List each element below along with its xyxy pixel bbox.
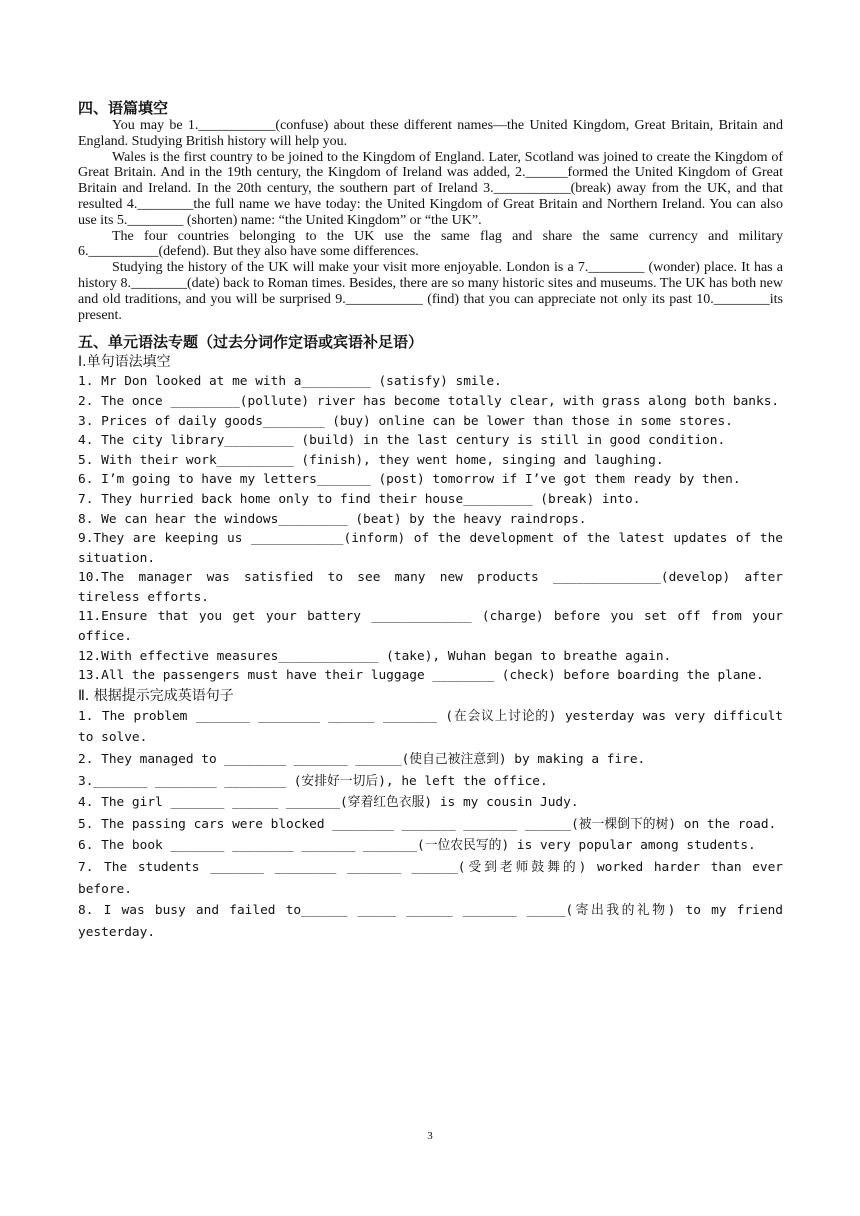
- page-number: 3: [427, 1130, 433, 1142]
- passage-paragraph: Wales is the first country to be joined to the Kingdom of England. Later, Scotland was joined to create the Kingdom of Great Britain. And in the 19th century, the Kingdom of Ireland was added, 2.______formed the United Kingdom of Great Britain and Ireland. In the 20th century, the southern part of Ireland 3.___________(break) away from the UK, and that resulted 4.________the full name we have today: the United Kingdom of Great Britain and Northern Ireland. You can also use its 5.________ (shorten) name: “the United Kingdom” or “the UK”.: [78, 149, 783, 228]
- exercise-item: 5. With their work__________ (finish), they went home, singing and laughing.: [78, 452, 664, 468]
- exercise-item: 6. The book _______ ________ _______ _______(一位农民写的) is very popular among students.: [78, 838, 756, 854]
- exercise-item: 1. The problem _______ ________ ______ _______ (在会议上讨论的) yesterday was very difficult to solve.: [78, 708, 783, 746]
- exercise-item: 4. The city library_________ (build) in the last century is still in good condition.: [78, 433, 726, 449]
- passage-paragraph: Studying the history of the UK will make your visit more enjoyable. London is a 7.________ (wonder) place. It has a history 8.________(date) back to Roman times. Besides, there are so many historic sites and museums. The UK has both new and old traditions, and you will be surprised 9.___________ (find) that you can appreciate not only its past 10.________its present.: [78, 260, 783, 323]
- exercise-item: 3. Prices of daily goods________ (buy) online can be lower than those in some stores.: [78, 413, 733, 429]
- exercise-item: 2. The once _________(pollute) river has become totally clear, with grass along both banks.: [78, 393, 780, 409]
- exercise-item: 7. The students _______ ________ _______ ______(受到老师鼓舞的) worked harder than ever before.: [78, 860, 783, 897]
- exercise-item: 12.With effective measures_____________ (take), Wuhan began to breathe again.: [78, 648, 672, 664]
- exercise-item: 5. The passing cars were blocked ________ _______ _______ ______(被一棵倒下的树) on the road.: [78, 816, 777, 832]
- section-5-heading: 五、单元语法专题（过去分词作定语或宾语补足语）: [78, 333, 424, 352]
- cloze-passage: [78, 118, 783, 323]
- grammar-fill-list: [78, 372, 783, 686]
- worksheet-page: [78, 98, 783, 943]
- exercise-item: 2. They managed to ________ _______ ______(使自己被注意到) by making a fire.: [78, 752, 646, 768]
- exercise-item: 4. The girl _______ ______ _______(穿着红色衣服) is my cousin Judy.: [78, 795, 579, 811]
- exercise-item: 11.Ensure that you get your battery _____________ (charge) before you set off from your office.: [78, 609, 783, 645]
- exercise-item: 7. They hurried back home only to find their house_________ (break) into.: [78, 491, 641, 507]
- exercise-item: 8. We can hear the windows_________ (beat) by the heavy raindrops.: [78, 511, 587, 527]
- exercise-item: 8. I was busy and failed to______ _____ ______ _______ _____(寄出我的礼物) to my friend yesterday.: [78, 903, 783, 940]
- passage-paragraph: You may be 1.___________(confuse) about these different names—the United Kingdom, Great Britain, Britain and England. Studying British history will help you.: [78, 118, 783, 149]
- exercise-item: 9.They are keeping us ____________(inform) of the development of the latest updates of the situation.: [78, 531, 783, 566]
- part-1-title: I.单句语法填空: [78, 354, 171, 371]
- exercise-item: 6. I’m going to have my letters_______ (post) tomorrow if I’ve got them ready by then.: [78, 472, 741, 488]
- part-2-title: Ⅱ. 根据提示完成英语句子: [78, 687, 234, 704]
- exercise-item: 3._______ ________ ________ (安排好一切后), he left the office.: [78, 773, 548, 789]
- section-4-heading: 四、语篇填空: [78, 99, 169, 117]
- exercise-item: 1. Mr Don looked at me with a_________ (satisfy) smile.: [78, 374, 502, 390]
- sentence-completion-list: [78, 706, 783, 944]
- exercise-item: 10.The manager was satisfied to see many new products ______________(develop) after tireless efforts.: [78, 570, 783, 605]
- passage-paragraph: The four countries belonging to the UK use the same flag and share the same currency and military 6.__________(defend). But they also have some differences.: [78, 228, 783, 260]
- exercise-item: 13.All the passengers must have their luggage ________ (check) before boarding the plane.: [78, 668, 764, 684]
